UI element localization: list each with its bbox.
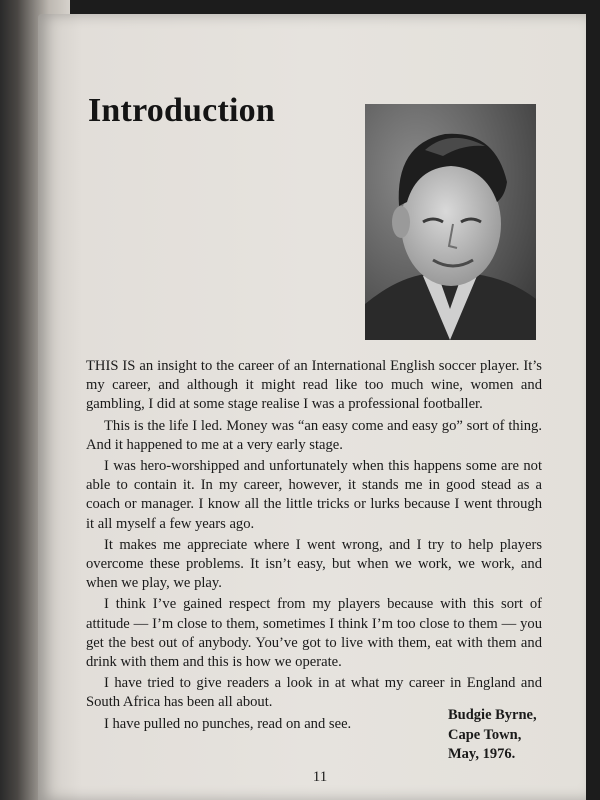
paragraph-3: I was hero-worshipped and unfortunately when this happens some are not able to contain it. In my career, however, it stands me in good stead as a coach or manager. I know all the little tricks or lurks because I went through it all myself a few years ago. [86, 458, 542, 532]
signature-date: May, 1976. [448, 746, 516, 762]
introduction-text [86, 357, 542, 736]
paragraph-5: I think I’ve gained respect from my players because with this sort of attitude — I’m close to them, sometimes I think I’m too close to them — you get the best out of anybody. You’ve got to live with them, eat with them and drink with them and this is how we operate. [86, 596, 542, 671]
signature-name: Budgie Byrne, [448, 707, 537, 723]
portrait-photo-image [365, 104, 536, 340]
page-number: 11 [312, 769, 328, 785]
portrait-photo [365, 104, 536, 340]
paragraph-7: I have pulled no punches, read on and see. [104, 715, 352, 732]
paragraph-2: This is the life I led. Money was “an easy come and easy go” sort of thing. And it happened to me at a very early stage. [86, 417, 542, 453]
page-title: Introduction [88, 92, 275, 129]
paragraph-1: THIS IS an insight to the career of an International English soccer player. It’s my career, and although it might read like too much wine, women and gambling, I did at some stage realise I was a professional footballer. [86, 358, 542, 413]
signature-place: Cape Town, [448, 726, 522, 743]
paragraph-6: I have tried to give readers a look in at what my career in England and South Africa has been all about. [86, 675, 542, 711]
paragraph-4: It makes me appreciate where I went wrong, and I try to help players overcome these problems. It isn’t easy, but when we work, we work, and when we play, we play. [86, 536, 542, 592]
signature-block [448, 706, 537, 765]
